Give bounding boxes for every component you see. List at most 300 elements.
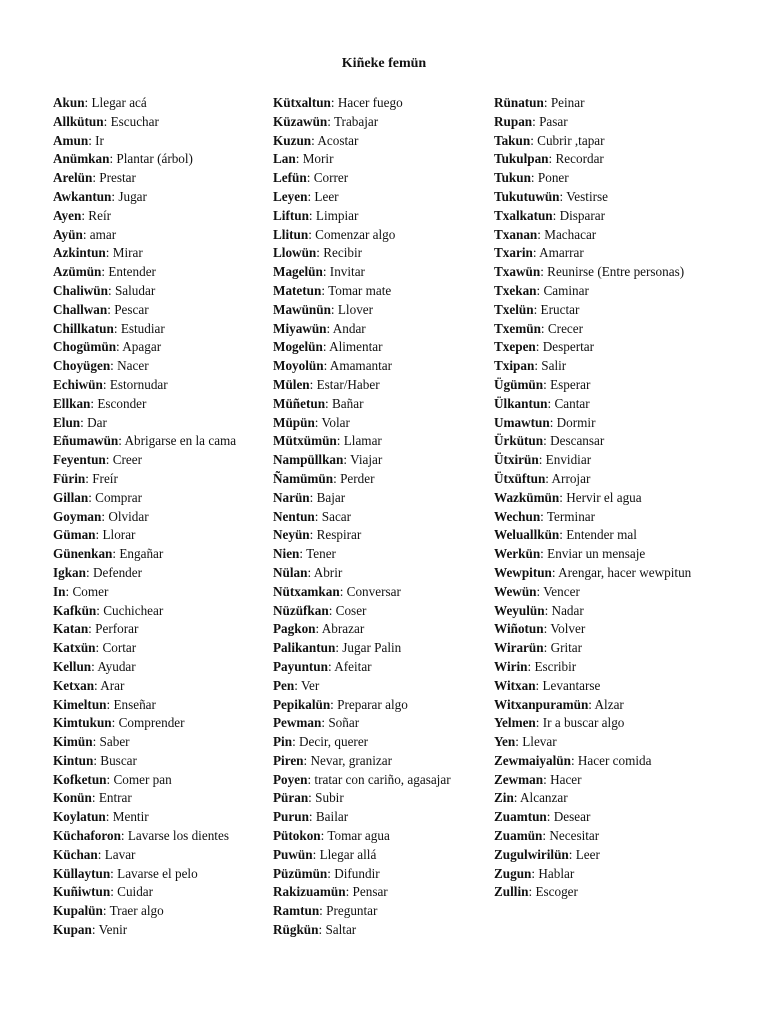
entry-separator: : xyxy=(544,602,552,618)
vocabulary-entry xyxy=(273,883,488,902)
entry-separator: : xyxy=(97,846,105,862)
entry-separator: : xyxy=(111,715,119,731)
vocabulary-entry xyxy=(494,545,734,564)
entry-word: Yelmen xyxy=(494,715,536,731)
entry-definition: Esperar xyxy=(550,376,591,392)
entry-separator: : xyxy=(343,452,351,468)
entry-separator: : xyxy=(306,170,314,186)
vocabulary-entry xyxy=(494,620,734,639)
entry-word: Chillkatun xyxy=(53,320,114,336)
entry-definition: Leer xyxy=(314,188,339,204)
entry-separator: : xyxy=(120,828,128,844)
vocabulary-entry xyxy=(494,338,734,357)
entry-definition: Defender xyxy=(92,564,143,580)
entry-word: Goyman xyxy=(53,508,102,524)
entry-word: Kellun xyxy=(53,658,92,674)
vocabulary-entry xyxy=(273,696,488,715)
vocabulary-entry xyxy=(273,714,488,733)
vocabulary-entry xyxy=(273,150,488,169)
entry-word: Ellkan xyxy=(53,395,91,411)
entry-definition: Volar xyxy=(321,414,350,430)
entry-definition: Estudiar xyxy=(120,320,165,336)
entry-definition: Creer xyxy=(112,452,143,468)
vocabulary-entry xyxy=(53,470,268,489)
vocabulary-entry xyxy=(273,865,488,884)
entry-separator: : xyxy=(102,903,110,919)
vocabulary-entry xyxy=(53,902,268,921)
entry-definition: Ver xyxy=(300,677,320,693)
entry-separator: : xyxy=(93,752,101,768)
entry-word: Wewpitun xyxy=(494,564,552,580)
entry-word: Wazkümün xyxy=(494,489,560,505)
vocabulary-entry xyxy=(273,395,488,414)
entry-word: Ñamümün xyxy=(273,470,334,486)
entry-definition: Decir, querer xyxy=(299,734,369,750)
entry-definition: Soñar xyxy=(328,715,360,731)
entry-word: Zullin xyxy=(494,884,529,900)
entry-definition: Leer xyxy=(575,846,600,862)
entry-word: Rünatun xyxy=(494,95,544,110)
vocabulary-entry xyxy=(273,583,488,602)
entry-definition: Apagar xyxy=(122,339,162,355)
entry-separator: : xyxy=(542,828,550,844)
entry-word: Konün xyxy=(53,790,92,806)
vocabulary-entry xyxy=(53,789,268,808)
entry-separator: : xyxy=(327,865,335,881)
entry-definition: Arengar, hacer wewpitun xyxy=(558,564,692,580)
entry-word: Umawtun xyxy=(494,414,550,430)
entry-separator: : xyxy=(105,452,113,468)
entry-word: Ütxirün xyxy=(494,452,539,468)
entry-definition: Freír xyxy=(92,470,118,486)
entry-word: Poyen xyxy=(273,771,308,787)
entry-word: Ütxüftun xyxy=(494,470,546,486)
entry-word: Palikantun xyxy=(273,640,336,656)
entry-word: Zuamtun xyxy=(494,809,547,825)
entry-definition: Hacer comida xyxy=(577,752,652,768)
entry-word: Pin xyxy=(273,734,293,750)
vocabulary-entry xyxy=(273,620,488,639)
entry-separator: : xyxy=(309,376,317,392)
entry-definition: Lavarse los dientes xyxy=(127,828,229,844)
entry-definition: Amamantar xyxy=(329,358,393,374)
vocabulary-entry xyxy=(494,207,734,226)
entry-separator: : xyxy=(85,470,93,486)
entry-definition: Abrir xyxy=(313,564,343,580)
entry-definition: Buscar xyxy=(100,752,137,768)
entry-separator: : xyxy=(552,207,560,223)
entry-word: Txarin xyxy=(494,245,533,261)
entry-word: Wiñotun xyxy=(494,621,544,637)
vocabulary-entry xyxy=(273,489,488,508)
entry-definition: Disparar xyxy=(559,207,606,223)
vocabulary-entry xyxy=(53,921,268,940)
entry-word: Azkintun xyxy=(53,245,106,261)
entry-definition: Prestar xyxy=(99,170,136,186)
vocabulary-entry xyxy=(53,639,268,658)
entry-word: Wechun xyxy=(494,508,541,524)
entry-word: Liftun xyxy=(273,207,309,223)
vocabulary-entry xyxy=(273,320,488,339)
entry-word: Kimeltun xyxy=(53,696,107,712)
entry-word: Wirarün xyxy=(494,640,544,656)
entry-separator: : xyxy=(543,433,551,449)
entry-definition: Recordar xyxy=(555,151,604,167)
vocabulary-entry xyxy=(53,451,268,470)
entry-separator: : xyxy=(513,790,521,806)
entry-word: Nülan xyxy=(273,564,308,580)
vocabulary-entry xyxy=(273,244,488,263)
entry-separator: : xyxy=(319,903,327,919)
entry-definition: Descansar xyxy=(550,433,605,449)
entry-word: Ügümün xyxy=(494,376,544,392)
entry-word: Txelün xyxy=(494,301,534,317)
entry-definition: Perder xyxy=(340,470,375,486)
entry-word: Challwan xyxy=(53,301,108,317)
vocabulary-entry xyxy=(494,865,734,884)
entry-separator: : xyxy=(103,113,111,129)
entry-word: Mülen xyxy=(273,376,310,392)
entry-separator: : xyxy=(314,508,322,524)
entry-separator: : xyxy=(532,113,540,129)
vocabulary-entry xyxy=(273,376,488,395)
vocabulary-entry xyxy=(53,846,268,865)
entry-separator: : xyxy=(325,395,332,411)
entry-separator: : xyxy=(321,715,329,731)
vocabulary-entry xyxy=(494,451,734,470)
entry-word: Pen xyxy=(273,677,295,693)
entry-definition: Tener xyxy=(306,546,336,562)
entry-word: Llowün xyxy=(273,245,317,261)
vocabulary-entry xyxy=(273,658,488,677)
entry-word: Tukun xyxy=(494,170,531,186)
entry-word: Ramtun xyxy=(273,903,320,919)
entry-definition: Engañar xyxy=(119,546,164,562)
entry-separator: : xyxy=(515,734,523,750)
entry-word: Arelün xyxy=(53,170,93,186)
entry-separator: : xyxy=(540,264,548,280)
entry-definition: Eructar xyxy=(540,301,580,317)
entry-definition: Escuchar xyxy=(110,113,159,129)
vocabulary-entry xyxy=(273,226,488,245)
entry-word: Küllaytun xyxy=(53,865,111,881)
entry-definition: Viajar xyxy=(350,452,383,468)
vocabulary-entry xyxy=(273,827,488,846)
entry-separator: : xyxy=(548,151,556,167)
entry-separator: : xyxy=(330,95,338,110)
entry-word: Weyulün xyxy=(494,602,545,618)
vocabulary-entry xyxy=(494,564,734,583)
vocabulary-entry xyxy=(53,696,268,715)
entry-word: Mogelün xyxy=(273,339,323,355)
entry-separator: : xyxy=(118,433,125,449)
vocabulary-entry xyxy=(53,282,268,301)
vocabulary-entry xyxy=(494,150,734,169)
entry-word: Zugulwirilün xyxy=(494,846,569,862)
entry-definition: Recibir xyxy=(323,245,363,261)
entry-separator: : xyxy=(320,828,328,844)
vocabulary-entry xyxy=(494,188,734,207)
entry-definition: Nacer xyxy=(117,358,149,374)
vocabulary-entry xyxy=(494,827,734,846)
entry-definition: Desear xyxy=(553,809,591,825)
vocabulary-entry xyxy=(273,414,488,433)
entry-separator: : xyxy=(308,790,316,806)
entry-separator: : xyxy=(315,621,322,637)
entry-definition: Enseñar xyxy=(113,696,156,712)
entry-separator: : xyxy=(532,245,540,261)
entry-definition: Bajar xyxy=(316,489,346,505)
entry-word: Akun xyxy=(53,95,85,110)
entry-separator: : xyxy=(110,865,118,881)
vocabulary-entry xyxy=(273,545,488,564)
entry-definition: Vestirse xyxy=(566,188,609,204)
entry-definition: Invitar xyxy=(329,264,365,280)
entry-word: Magelün xyxy=(273,264,323,280)
entry-word: Kintun xyxy=(53,752,94,768)
entry-separator: : xyxy=(303,752,311,768)
entry-separator: : xyxy=(91,922,99,938)
entry-definition: Perforar xyxy=(95,621,139,637)
entry-separator: : xyxy=(95,527,103,543)
vocabulary-entry xyxy=(273,526,488,545)
vocabulary-entry xyxy=(53,583,268,602)
entry-separator: : xyxy=(336,433,344,449)
entry-separator: : xyxy=(295,151,303,167)
vocabulary-entry xyxy=(494,94,734,113)
entry-separator: : xyxy=(333,470,341,486)
vocabulary-entry xyxy=(53,357,268,376)
entry-definition: Coser xyxy=(335,602,367,618)
entry-separator: : xyxy=(323,358,330,374)
vocabulary-entry xyxy=(494,752,734,771)
entry-word: Ayün xyxy=(53,226,83,242)
vocabulary-entry xyxy=(53,865,268,884)
entry-word: Azümün xyxy=(53,264,102,280)
entry-word: Miyawün xyxy=(273,320,327,336)
vocabulary-entry xyxy=(273,639,488,658)
entry-separator: : xyxy=(530,132,538,148)
entry-word: Txalkatun xyxy=(494,207,553,223)
entry-word: Rupan xyxy=(494,113,533,129)
entry-word: Püran xyxy=(273,790,309,806)
entry-separator: : xyxy=(88,621,96,637)
entry-definition: Abrigarse en la cama xyxy=(124,433,237,449)
entry-word: Lan xyxy=(273,151,296,167)
entry-definition: Hacer xyxy=(550,771,582,787)
entry-word: Puwün xyxy=(273,846,313,862)
entry-separator: : xyxy=(111,188,119,204)
vocabulary-entry xyxy=(494,733,734,752)
vocabulary-entry xyxy=(494,771,734,790)
vocabulary-entry xyxy=(53,677,268,696)
vocabulary-entry xyxy=(494,320,734,339)
entry-definition: Reunirse (Entre personas) xyxy=(547,264,685,280)
vocabulary-entry xyxy=(273,846,488,865)
entry-word: Kofketun xyxy=(53,771,107,787)
entry-separator: : xyxy=(307,188,315,204)
entry-separator: : xyxy=(311,132,318,148)
entry-separator: : xyxy=(321,282,329,298)
vocabulary-entry xyxy=(273,282,488,301)
entry-definition: Respirar xyxy=(316,527,362,543)
vocabulary-entry xyxy=(53,94,268,113)
entry-definition: Lavarse el pelo xyxy=(117,865,198,881)
entry-definition: Jugar xyxy=(118,188,147,204)
vocabulary-entry xyxy=(273,602,488,621)
vocabulary-entry xyxy=(494,244,734,263)
entry-separator: : xyxy=(308,226,316,242)
entry-definition: Venir xyxy=(98,922,128,938)
entry-separator: : xyxy=(92,170,100,186)
vocabulary-entry xyxy=(53,658,268,677)
entry-separator: : xyxy=(537,226,545,242)
entry-separator: : xyxy=(568,846,576,862)
page-title: Kiñeke femün xyxy=(341,56,427,71)
vocabulary-entry xyxy=(273,169,488,188)
entry-word: Pagkon xyxy=(273,621,316,637)
vocabulary-entry xyxy=(53,188,268,207)
entry-word: Piren xyxy=(273,752,304,768)
entry-word: Nüzüfkan xyxy=(273,602,329,618)
entry-separator: : xyxy=(345,884,353,900)
entry-separator: : xyxy=(308,809,316,825)
entry-word: Nampüllkan xyxy=(273,452,344,468)
vocabulary-entry xyxy=(273,132,488,151)
vocabulary-entry xyxy=(273,771,488,790)
entry-word: Ketxan xyxy=(53,677,95,693)
entry-definition: Envidiar xyxy=(545,452,592,468)
entry-word: Müpün xyxy=(273,414,315,430)
vocabulary-entry xyxy=(53,414,268,433)
entry-definition: Traer algo xyxy=(109,903,164,919)
vocabulary-entry xyxy=(53,301,268,320)
vocabulary-entry xyxy=(53,395,268,414)
entry-definition: Gritar xyxy=(550,640,583,656)
entry-separator: : xyxy=(107,282,115,298)
vocabulary-entry xyxy=(494,414,734,433)
vocabulary-entry xyxy=(273,207,488,226)
entry-separator: : xyxy=(327,658,335,674)
vocabulary-entry xyxy=(273,921,488,940)
entry-separator: : xyxy=(309,527,317,543)
vocabulary-entry xyxy=(494,714,734,733)
entry-definition: Caminar xyxy=(543,282,589,298)
entry-definition: Bañar xyxy=(332,395,364,411)
vocabulary-entry xyxy=(273,470,488,489)
entry-word: Kafkün xyxy=(53,602,97,618)
entry-separator: : xyxy=(314,414,322,430)
entry-word: Müñetun xyxy=(273,395,326,411)
entry-definition: Andar xyxy=(332,320,366,336)
vocabulary-entry xyxy=(53,883,268,902)
entry-word: Moyolün xyxy=(273,358,324,374)
entry-definition: Pensar xyxy=(352,884,388,900)
entry-definition: Despertar xyxy=(542,339,594,355)
vocabulary-entry xyxy=(494,602,734,621)
entry-word: Wewün xyxy=(494,583,537,599)
vocabulary-entry xyxy=(273,263,488,282)
entry-definition: Ir a buscar algo xyxy=(542,715,625,731)
entry-word: Choyügen xyxy=(53,358,111,374)
entry-definition: Alzar xyxy=(594,696,624,712)
entry-word: Leyen xyxy=(273,188,308,204)
vocabulary-entry xyxy=(53,827,268,846)
entry-separator: : xyxy=(536,583,544,599)
vocabulary-entry xyxy=(494,846,734,865)
entry-definition: Escoger xyxy=(535,884,578,900)
vocabulary-entry xyxy=(494,169,734,188)
entry-word: Chogümün xyxy=(53,339,117,355)
entry-word: Katan xyxy=(53,621,89,637)
entry-definition: Estornudar xyxy=(109,376,168,392)
entry-separator: : xyxy=(91,790,99,806)
entry-definition: Comprender xyxy=(118,715,185,731)
entry-word: Pewman xyxy=(273,715,322,731)
entry-definition: Volver xyxy=(550,621,586,637)
entry-word: Txipan xyxy=(494,358,535,374)
entry-separator: : xyxy=(559,527,567,543)
entry-word: Günenkan xyxy=(53,546,113,562)
entry-word: Neyün xyxy=(273,527,310,543)
entry-separator: : xyxy=(106,696,114,712)
entry-definition: Abrazar xyxy=(321,621,365,637)
entry-separator: : xyxy=(116,339,123,355)
entry-separator: : xyxy=(110,884,118,900)
vocabulary-entry xyxy=(273,94,488,113)
entry-word: Kütxaltun xyxy=(273,95,331,110)
vocabulary-entry xyxy=(53,620,268,639)
vocabulary-entry xyxy=(273,508,488,527)
entry-word: Llitun xyxy=(273,226,309,242)
entry-separator: : xyxy=(536,282,544,298)
entry-definition: Comer pan xyxy=(113,771,172,787)
vocabulary-entry xyxy=(494,226,734,245)
vocabulary-entry xyxy=(494,508,734,527)
entry-definition: Cubrir ,tapar xyxy=(537,132,605,148)
entry-separator: : xyxy=(107,301,115,317)
entry-word: Nentun xyxy=(273,508,315,524)
entry-separator: : xyxy=(106,771,114,787)
entry-word: Matetun xyxy=(273,282,322,298)
entry-word: Nien xyxy=(273,546,300,562)
entry-word: Purun xyxy=(273,809,309,825)
entry-definition: Arar xyxy=(100,677,125,693)
vocabulary-entry xyxy=(494,526,734,545)
entry-word: Txepen xyxy=(494,339,536,355)
entry-definition: Lavar xyxy=(104,846,136,862)
entry-separator: : xyxy=(527,658,535,674)
entry-separator: : xyxy=(535,339,543,355)
entry-separator: : xyxy=(101,508,109,524)
vocabulary-entry xyxy=(494,677,734,696)
entry-definition: Estar/Haber xyxy=(316,376,380,392)
entry-word: Feyentun xyxy=(53,452,106,468)
entry-separator: : xyxy=(547,395,555,411)
entry-definition: Entender xyxy=(108,264,156,280)
entry-word: Elun xyxy=(53,414,81,430)
vocabulary-entry xyxy=(53,432,268,451)
entry-word: Ürkütun xyxy=(494,433,544,449)
entry-separator: : xyxy=(110,358,118,374)
entry-definition: Sacar xyxy=(321,508,352,524)
entry-definition: Morir xyxy=(302,151,334,167)
entry-separator: : xyxy=(540,546,548,562)
vocabulary-entry xyxy=(53,244,268,263)
vocabulary-entry xyxy=(494,470,734,489)
entry-definition: Llamar xyxy=(343,433,382,449)
vocabulary-entry xyxy=(53,263,268,282)
